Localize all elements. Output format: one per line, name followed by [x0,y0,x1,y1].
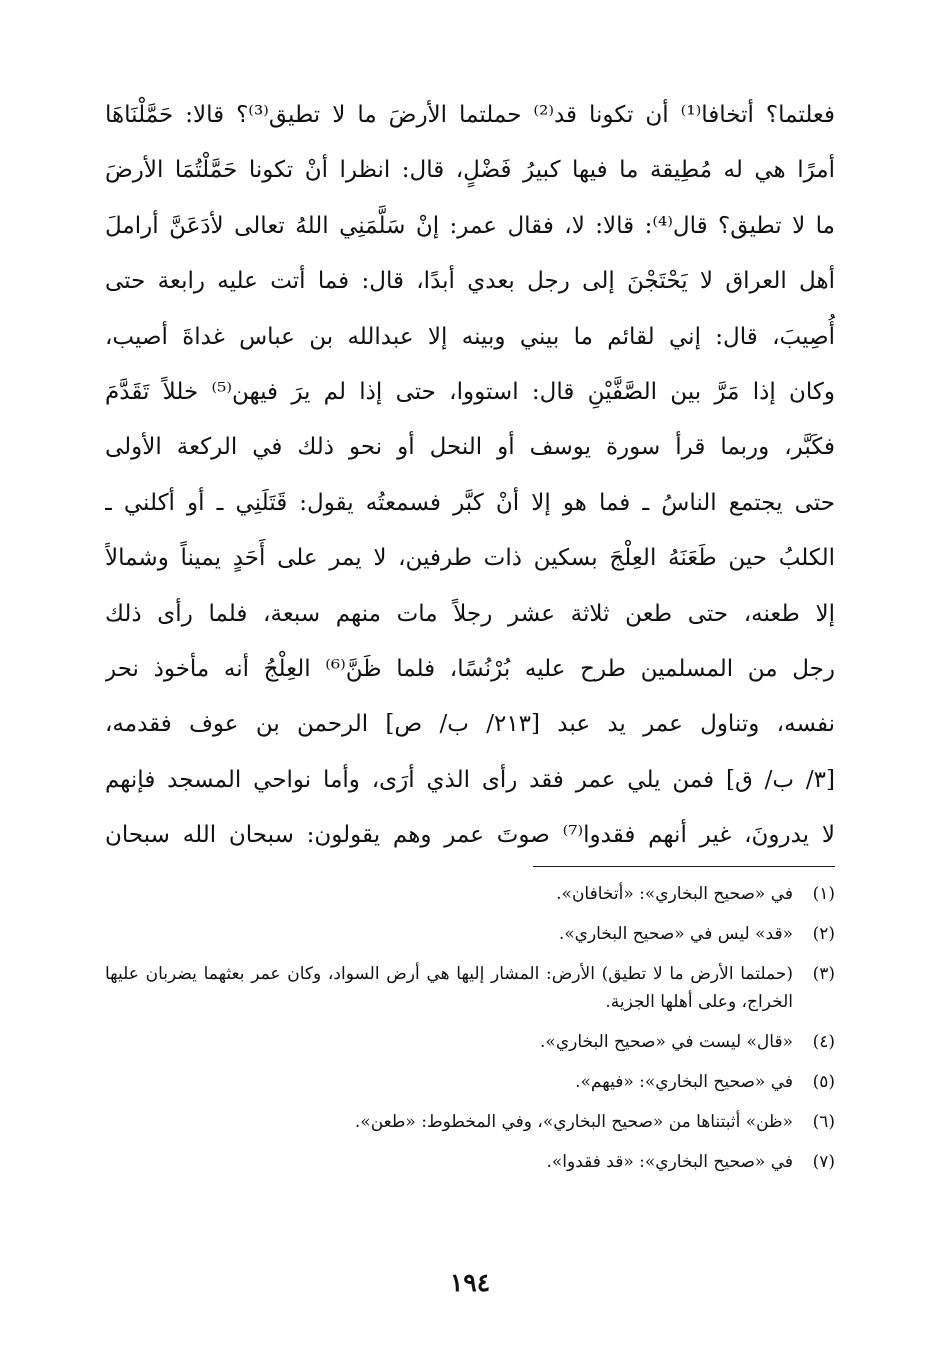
footnote-separator [533,866,835,867]
body-line: إلا طعنه، حتى طعن ثلاثة عشر رجلاً مات منهم سبعة، فلما رأى ذلك [105,600,835,627]
body-line: أُصِيبَ، قال: إني لقائم ما بيني وبينه إلا عبدالله بن عباس غداةَ أصيب، [105,323,835,350]
footnote-item [105,920,835,948]
body-line: حتى يجتمع الناسُ ـ فما هو إلا أنْ كبَّر فسمعتُه يقول: قَتَلَنِي ـ أو أكلني ـ [105,489,835,516]
footnote-text: في «صحيح البخاري»: «فيهم». [575,1072,793,1092]
footnotes [105,880,835,1188]
footnote-text: «قال» ليست في «صحيح البخاري». [540,1032,793,1052]
footnote-item [105,1148,835,1176]
footnote-item [105,960,835,1016]
footnote-item [105,1028,835,1056]
document-page [105,0,835,1368]
footnote-item [105,1068,835,1096]
body-line: فكَبَّر، وربما قرأ سورة يوسف أو النحل أو نحو ذلك في الركعة الأولى [105,434,835,461]
body-line: أمرًا هي له مُطِيقة ما فيها كبيرُ فَضْلٍ، قال: انظرا أنْ تكونا حَمَّلْتُمَا الأرضَ [105,157,835,184]
body-line: نفسه، وتناول عمر يد عبد [٢١٣/ ب/ ص] الرحمن بن عوف فقدمه، [105,711,835,738]
body-line: رجل من المسلمين طرح عليه بُرْنُسًا، فلما ظَنَّ⁽⁶⁾ العِلْجُ أنه مأخوذ نحر [105,655,835,682]
body-line: فعلتما؟ أتخافا⁽¹⁾ أن تكونا قد⁽²⁾ حملتما الأرضَ ما لا تطيق⁽³⁾؟ قالا: حَمَّلْنَاهَا [105,102,835,128]
footnote-number: (٥) [812,1072,835,1092]
footnote-number: (١) [812,884,835,904]
footnote-number: (٣) [812,964,835,984]
footnote-item [105,880,835,908]
footnote-text: «ظن» أثبتناها من «صحيح البخاري»، وفي المخطوط: «طعن». [354,1112,793,1132]
body-line: وكان إذا مَرَّ بين الصَّفَّيْنِ قال: استووا، حتى إذا لم يرَ فيهن⁽⁵⁾ خللاً تَقَدَّمَ [105,378,835,405]
footnote-number: (٧) [812,1152,835,1172]
body-line: الكلبُ حين طَعَنَهُ العِلْجَ بسكين ذات طرفين، لا يمر على أَحَدٍ يميناً وشمالاً [105,545,835,572]
body-line: لا يدرونَ، غير أنهم فقدوا⁽⁷⁾ صوتَ عمر وهم يقولون: سبحان الله سبحان [105,822,835,849]
footnote-item [105,1108,835,1136]
footnote-number: (٢) [812,924,835,944]
body-line: [٣/ ب/ ق] فمن يلي عمر فقد رأى الذي أرَى، وأما نواحي المسجد فإنهم [105,766,835,793]
footnote-text: «قد» ليس في «صحيح البخاري». [558,924,793,944]
page-number: ١٩٤ [449,1268,491,1297]
body-line: ما لا تطيق؟ قال⁽⁴⁾: قالا: لا، فقال عمر: إنْ سَلَّمَنِي اللهُ تعالى لأدَعَنَّ أراملَ [105,212,835,239]
body-line: أهل العراق لا يَحْتَجْنَ إلى رجل بعدي أبدًا، قال: فما أتت عليه رابعة حتى [105,268,835,295]
footnote-text: في «صحيح البخاري»: «أتخافان». [556,884,793,904]
footnote-number: (٦) [812,1112,835,1132]
footnote-text: في «صحيح البخاري»: «قد فقدوا». [546,1152,793,1172]
footnote-number: (٤) [812,1032,835,1052]
footnote-text: (حملتما الأرض ما لا تطيق) الأرض: المشار إليها هي أرض السواد، وكان عمر بعثهما يضربان عليها الخراج، وعلى أهلها الجزية. [105,964,793,1012]
body-text [105,88,835,863]
